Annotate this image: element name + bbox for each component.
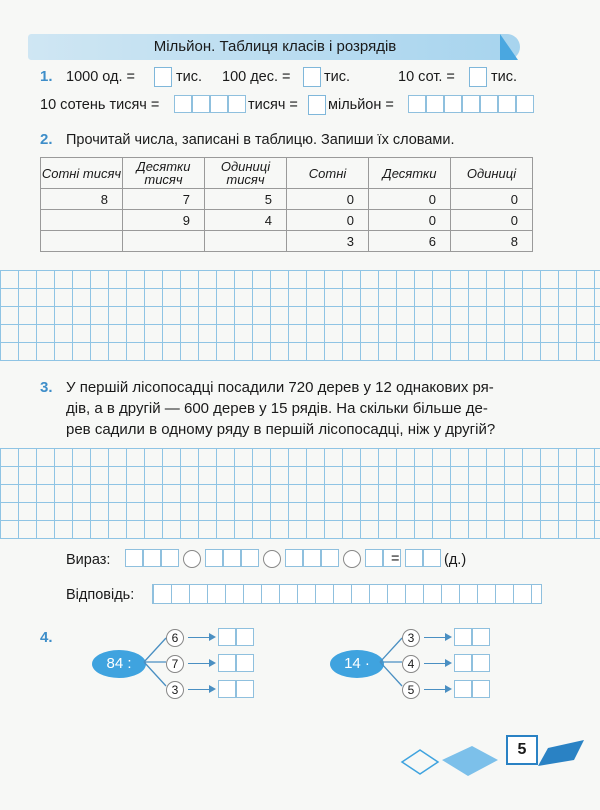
arrow-right-icon [188,663,214,664]
ex1-a-unit: тис. [176,69,203,85]
ex1-b-unit: тис. [324,69,351,85]
ex3-line-2: дів, а в другій — 600 дерев у 15 рядів. На скільки більше де- [66,400,488,417]
table-row [41,189,533,210]
header-tens: Десятки [369,158,451,189]
operator-circle-2 [263,550,281,568]
table-cell [41,231,123,252]
page-title: Мільйон. Таблиця класів і розрядів [153,38,397,55]
table-cell: 8 [451,231,533,252]
ex1-b-answer-box[interactable] [303,67,321,87]
table-row [41,210,533,231]
header-units: Одиниці [451,158,533,189]
table-cell: 6 [369,231,451,252]
exercise-4-number: 4. [40,629,53,646]
footer-diamond-decoration [398,738,588,786]
arrow-right-icon [424,637,450,638]
table-cell [41,210,123,231]
header-hundreds: Сотні [287,158,369,189]
table-cell [123,231,205,252]
ex1-b-text: 100 дес. = [222,69,291,85]
ex1-a-text: 1000 од. = [66,69,136,85]
ex1-a-answer-box[interactable] [154,67,172,87]
table-row [41,231,533,252]
ex1-d-mid-text: тисяч = [248,97,298,113]
table-cell: 9 [123,210,205,231]
header-ten-thousands: Десятки тисяч [123,158,205,189]
table-cell: 0 [287,189,369,210]
header-hundred-thousands: Сотні тисяч [41,158,123,189]
exercise-1-number: 1. [40,68,53,85]
left-operation-oval: 84 : [92,650,146,678]
right-multiplier-1: 3 [402,629,420,647]
page-number: 5 [506,735,538,765]
table-header-row [41,158,533,189]
table-cell: 0 [287,210,369,231]
table-cell: 5 [205,189,287,210]
answer-label: Відповідь: [66,587,135,603]
arrow-right-icon [188,637,214,638]
operator-circle-3 [343,550,361,568]
right-multiplier-3: 5 [402,681,420,699]
unit-label: (д.) [444,552,467,568]
equals-sign: = [391,551,400,567]
table-cell: 0 [369,189,451,210]
table-cell: 7 [123,189,205,210]
writing-grid-1[interactable] [0,270,600,361]
table-cell: 4 [205,210,287,231]
expression-label: Вираз: [66,552,111,568]
table-cell [205,231,287,252]
arrow-right-icon [188,689,214,690]
left-divisor-2: 7 [166,655,184,673]
left-divisor-1: 6 [166,629,184,647]
ex1-d-text: 10 сотень тисяч = [40,97,160,113]
right-multiplier-2: 4 [402,655,420,673]
arrow-right-icon [424,689,450,690]
writing-grid-2[interactable] [0,448,600,539]
table-cell: 0 [369,210,451,231]
operator-circle-1 [183,550,201,568]
header-thousands: Одиниці тисяч [205,158,287,189]
ex3-line-1: У першій лісопосадці посадили 720 дерев у 12 однакових ря- [66,379,494,396]
table-cell: 0 [451,210,533,231]
answer-input-cells[interactable] [152,584,542,604]
exercise-3-number: 3. [40,379,53,396]
ex1-d-end-text: мільйон = [328,97,394,113]
exercise-2-number: 2. [40,131,53,148]
ex1-d-cell-2[interactable] [308,95,326,115]
place-value-table [40,157,533,252]
table-cell: 8 [41,189,123,210]
ex1-c-answer-box[interactable] [469,67,487,87]
right-operation-oval: 14 · [330,650,384,678]
ex1-c-unit: тис. [491,69,518,85]
ex3-line-3: рев садили в одному ряду в першій лісопосадці, ніж у другій? [66,421,496,438]
arrow-right-icon [424,663,450,664]
table-cell: 0 [451,189,533,210]
table-cell: 3 [287,231,369,252]
ex2-instruction: Прочитай числа, записані в таблицю. Запиши їх словами. [66,132,455,148]
ex1-c-text: 10 сот. = [398,69,455,85]
left-divisor-3: 3 [166,681,184,699]
